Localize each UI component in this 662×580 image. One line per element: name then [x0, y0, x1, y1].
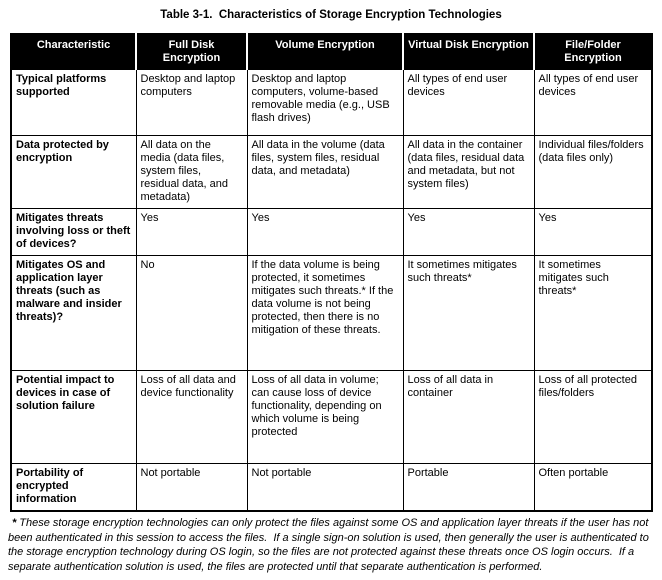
column-header-file-folder-encryption: File/Folder Encryption — [534, 34, 652, 70]
table-header — [11, 34, 652, 70]
table-row-mitigates-os-threats — [11, 256, 652, 371]
table-cell: Desktop and laptop computers, volume-based removable media (e.g., USB flash drives) — [247, 70, 403, 136]
table-title: Table 3-1. Characteristics of Storage Encryption Technologies — [160, 9, 502, 21]
table-cell: All data in the volume (data files, system files, residual data, and metadata) — [247, 136, 403, 209]
table-cell: Desktop and laptop computers — [136, 70, 247, 136]
table-cell: Loss of all data and device functionality — [136, 371, 247, 464]
column-header-characteristic: Characteristic — [11, 34, 136, 70]
footnote-marker: * — [12, 517, 17, 529]
table-row-data-protected — [11, 136, 652, 209]
table-cell: Yes — [534, 209, 652, 256]
table-cell: Portable — [403, 464, 534, 512]
row-label-cell: Portability of encrypted information — [11, 464, 136, 512]
table-row-typical-platforms — [11, 70, 652, 136]
table-cell: All types of end user devices — [403, 70, 534, 136]
header-row — [11, 34, 652, 70]
row-label-cell: Mitigates threats involving loss or theft of devices? — [11, 209, 136, 256]
table-cell: All types of end user devices — [534, 70, 652, 136]
table-cell: It sometimes mitigates such threats* — [403, 256, 534, 371]
table-cell: Loss of all data in volume; can cause loss of device functionality, depending on which volume is being protected — [247, 371, 403, 464]
table-cell: If the data volume is being protected, it sometimes mitigates such threats.* If the data volume is not being protected, then there is no mitigation of these threats. — [247, 256, 403, 371]
table-cell: Yes — [136, 209, 247, 256]
row-label-cell: Mitigates OS and application layer threats (such as malware and insider threats)? — [11, 256, 136, 371]
table-cell: Often portable — [534, 464, 652, 512]
table-row-mitigates-loss-theft — [11, 209, 652, 256]
table-cell: All data in the container (data files, residual data and metadata, but not system files) — [403, 136, 534, 209]
table-cell: Not portable — [247, 464, 403, 512]
column-header-full-disk-encryption: Full Disk Encryption — [136, 34, 247, 70]
footnote-text: These storage encryption technologies can only protect the files against some OS and application layer threats if the user has not been authenticated in this session to access the files. If a single sign-on solution is used, then generally the user is authenticated to the storage encryption technology during OS login, so the files are not protected against these threats once OS login occurs. If a separate authentication solution is used, the files are protected until that separate authentication is performed. — [8, 517, 652, 573]
table-cell: Not portable — [136, 464, 247, 512]
table-cell: Yes — [403, 209, 534, 256]
table-cell: Yes — [247, 209, 403, 256]
table-cell: It sometimes mitigates such threats* — [534, 256, 652, 371]
table-footnote — [8, 516, 656, 574]
table-row-portability — [11, 464, 652, 512]
table-cell: No — [136, 256, 247, 371]
table-cell: Loss of all protected files/folders — [534, 371, 652, 464]
column-header-volume-encryption: Volume Encryption — [247, 34, 403, 70]
table-row-potential-impact — [11, 371, 652, 464]
storage-encryption-table — [10, 33, 653, 512]
column-header-virtual-disk-encryption: Virtual Disk Encryption — [403, 34, 534, 70]
row-label-cell: Data protected by encryption — [11, 136, 136, 209]
row-label-cell: Potential impact to devices in case of solution failure — [11, 371, 136, 464]
table-cell: All data on the media (data files, system files, residual data, and metadata) — [136, 136, 247, 209]
table-body — [11, 70, 652, 512]
row-label-cell: Typical platforms supported — [11, 70, 136, 136]
table-cell: Individual files/folders (data files only) — [534, 136, 652, 209]
table-cell: Loss of all data in container — [403, 371, 534, 464]
